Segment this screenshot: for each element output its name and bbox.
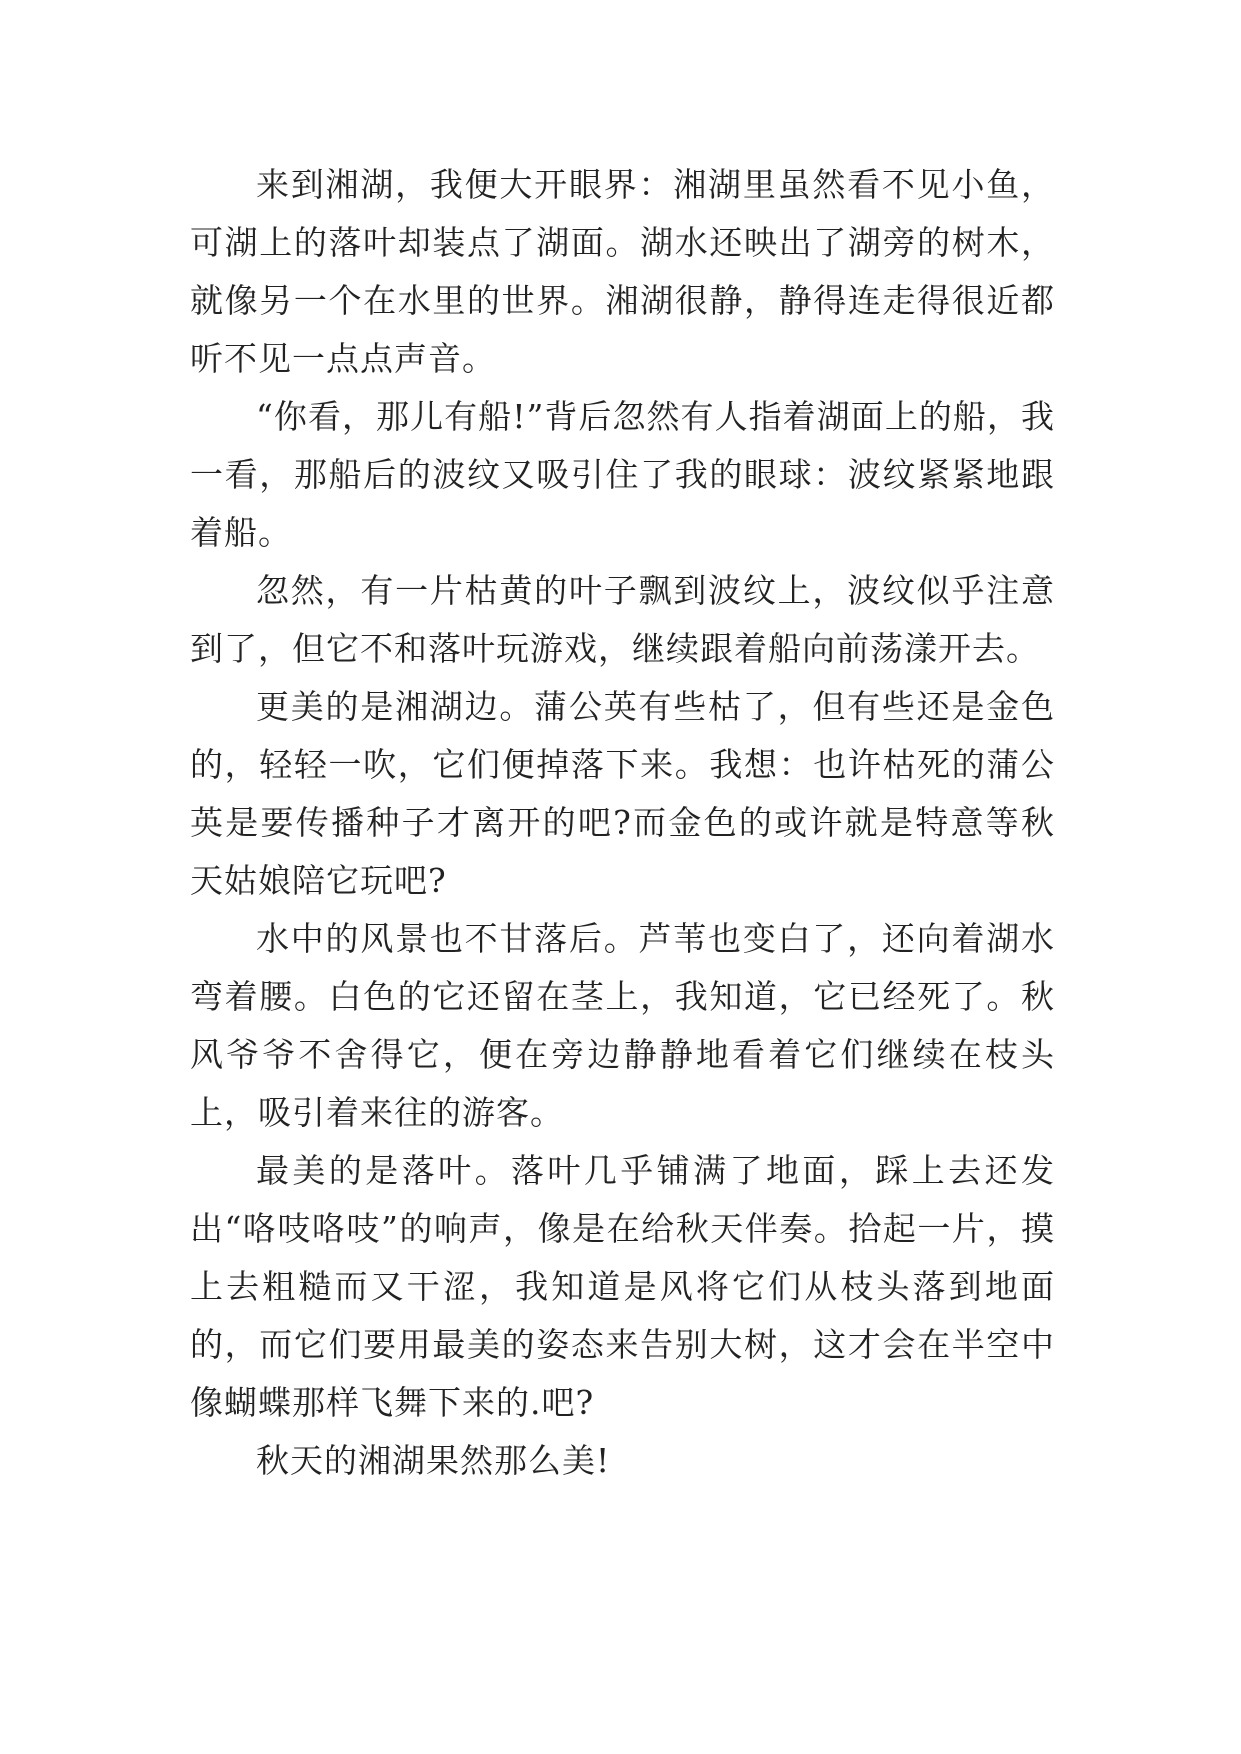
paragraph-3: 忽然，有一片枯黄的叶子飘到波纹上，波纹似乎注意到了，但它不和落叶玩游戏，继续跟着船向前荡漾开去。 (190, 571, 1055, 668)
paragraph-7: 秋天的湘湖果然那么美! (256, 1441, 611, 1480)
paragraph-1: 来到湘湖，我便大开眼界：湘湖里虽然看不见小鱼，可湖上的落叶却装点了湖面。湖水还映出了湖旁的树木，就像另一个在水里的世界。湘湖很静，静得连走得很近都听不见一点点声音。 (190, 165, 1055, 378)
paragraph-5: 水中的风景也不甘落后。芦苇也变白了，还向着湖水弯着腰。白色的它还留在茎上，我知道，它已经死了。秋风爷爷不舍得它，便在旁边静静地看着它们继续在枝头上，吸引着来往的游客。 (190, 919, 1055, 1132)
paragraph-4: 更美的是湘湖边。蒲公英有些枯了，但有些还是金色的，轻轻一吹，它们便掉落下来。我想：也许枯死的蒲公英是要传播种子才离开的吧?而金色的或许就是特意等秋天姑娘陪它玩吧? (190, 687, 1055, 900)
essay-body (190, 156, 1055, 1490)
paragraph-6: 最美的是落叶。落叶几乎铺满了地面，踩上去还发出“咯吱咯吱”的响声，像是在给秋天伴奏。拾起一片，摸上去粗糙而又干涩，我知道是风将它们从枝头落到地面的，而它们要用最美的姿态来告别大树，这才会在半空中像蝴蝶那样飞舞下来的.吧? (190, 1151, 1055, 1422)
paragraph-2: “你看，那儿有船!”背后忽然有人指着湖面上的船，我一看，那船后的波纹又吸引住了我的眼球：波纹紧紧地跟着船。 (190, 397, 1055, 552)
